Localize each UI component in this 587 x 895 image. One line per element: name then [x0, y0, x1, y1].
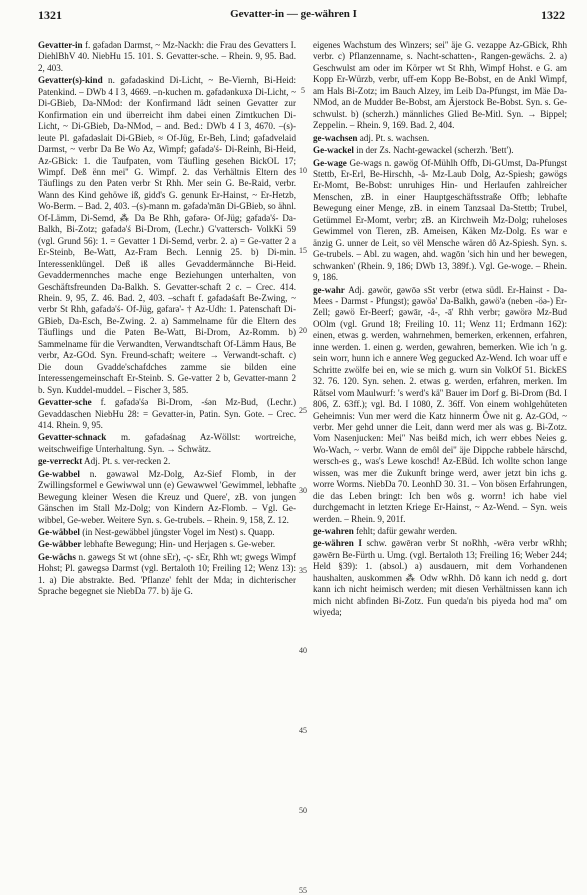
line-number: 5 [301, 86, 305, 95]
page-number-right: 1322 [541, 8, 565, 22]
line-number: 40 [299, 646, 307, 655]
line-number: 50 [299, 806, 307, 815]
line-number: 10 [299, 166, 307, 175]
entry: Gevatter-sche f. gəfadə'śə Bi-Drom, -śən Mz-Bud, (Lechr.) Gevaddaschen NiebHu 28: = Gevatter-in, Patin. Syn. Gote. – Crec. 414. Rhein. 9, 95. [38, 397, 296, 430]
line-number: 45 [299, 726, 307, 735]
entry: eigenes Wachstum des Winzers; sei'' äje G. vezappe Az-GBick, Rhh verbr. c) Pflanzenname, s. Nacht-schatten-, Rangen-gewächs. 2. a) Geschwulst am oder im Körper wt St Rhh, Wimpf Hohst. e G. am Kopp Er-Würzb, verbr, uff-em Kopp Be-Bobst, en de Ankl Wimpf, am Hals Bi-Zotz; im Bauch Alzey, im Leib Da-Pfungst, im Mäe Da-NMod, an de Mudder Be-Bobst, am Äjerstock Be-Bobst. Syn. s. Ge-schwulst. b) (scherzh.) männliches Glied Be-Mitl. Syn. → Bippel; Zeppelin. – Rhein. 9, 169. Bad. 2, 404. [313, 40, 567, 131]
entry: ge-wachsen adj. Pt. s. wachsen. [313, 132, 430, 143]
right-column [313, 40, 567, 619]
entry: Ge-wage Ge-wags n. gəwög Of-Mühlh Offb, Di-GUmst, Da-Pfungst Stettb, Er-Erl, Be-Hirschh, -å- Mz-Laub Dolg, Az-Spiesh; gəwögs Er-Momt, Be-Bobst: unruhiges Hin- und Herlaufen zahlreicher Menschen, zB. in einer Hauptgeschäftsstraße Offb; lebhafte Bewegung einer Menge, zB. in einem Tanzsaal Da-Stettb; Trubel, Getümmel Er-Momt, verbr; zB. an Kirchweih Mz-Dolg; ruheloses Gewimmel von Tieren, zB. Ameisen, Käken Mz-Dolg. Es war e änzig G. unner de Leit, so vël Mensche wären dô Az-Spiesh. Syn. s. Ge-trubels. – Abl. zu wagen, ahd. wagōn 'sich hin und her bewegen, schwanken' (Rhein. 9, 186; DWb 13, 389f.). Vgl. Ge-woge. – Rhein. 9, 186. [313, 157, 567, 283]
left-column [38, 40, 296, 598]
line-number: 55 [299, 886, 307, 895]
entry: Ge-wächs n. gəwegs St wt (ohne sEr), -ç- sEr, Rhh wt; gwegs Wimpf Hohst; Pl. gəwegsə Darmst (vgl. Bertaloth 10; Freiling 12; Wenz 13): 1. a) Die abstrakte. Bed. 'Pflanze' fehlt der Mda; in dichterischer Sprache begegnet sie NiebDa 77. b) äje G. [38, 551, 296, 597]
entry: Ge-wackel in der Zs. Nacht-gewackel (scherzh. 'Bett'). [313, 145, 514, 156]
entry: Ge-wäbber lebhafte Bewegung; Hin- und Herjagen s. Ge-weber. [38, 539, 276, 550]
line-number: 30 [299, 486, 307, 495]
entry: Gevatter-schnack m. gəfadəśnag Az-Wöllst: wortreiche, weitschweifige Unterhaltung. Syn. → Schwätz. [38, 432, 297, 454]
entry: ge-wahr Adj. gəwör, gəwōə sSt verbr (etwa südl. Er-Hainst - Da-Mees - Darmst - Pfungst); gəwöə' Da-Balkh, gəwö'ə (neben -öə-) Er-Zell; gəwö Er-Beerf; gəwār, -å-, -ā' Rhh verbr; gəwörə Mz-Bud OOlm (vgl. Grund 18; Freiling 10. 11; Wenz 11; Erdmann 162): einen, etwas g. werden, wahrnehmen, bemerken, erkennen, erfahren, inne werden. 1. einen g. werden, gewahren, bemerken. Wie ich 'n g. sein worr, hunn ich e annere Weg gegucked Az-Wend. Ich woar uff e Schritte zwölfe bei en, wie se mich g. wurn sin VolkOf 51. BickES 32. 76. 120. Syn. sehen. 2. etwas g. werden, erfahren, merken. Im Rätsel vom Maulwurf: 's werd's kä'' Bauer im Dorf g. Bi-Drom (Bd. I 806, Z. 63ff.); vgl. Bd. I 1080, Z. 36ff. Von einem wohlgehüteten Geheimnis: Vun mer werd die Katz hinnerm Ôwe nit g. Az-GOd, ~ verbr. Mer gehd unner die Leit, dann werd mer als was g. Bi-Zotz. Vom Nasenjucken: Mei'' Nas beißd mich, ich werr ebbes Neies g. Wo-Wach, ~ verbr. Wann de emôl dei'' äje Dippche rabbele härschd, wersch-es g., was's Lewe koschd! Az-EBüd. Ich wollte schon lange wissen, was mer die Zukunft bringe werd, awer jetzt bin ichs g. worre Worms. NiebDa 70. LeonhD 30. 31. – Von bösen Erfahrungen, die das Leben bringt: Ich ben wôs g. worrn! ich habe viel durchgemacht in letzten Kriege Er-Hainst, ~ Az-Wend. – Syn. weis werden. – Rhein. 9, 201f. [313, 284, 567, 524]
entry: ge-wahren fehlt; dafür gewahr werden. [313, 526, 458, 537]
line-number: 20 [299, 326, 307, 335]
running-head: Gevatter-in — ge-währen I [230, 8, 357, 20]
entry: Gevatter-in f. gəfadən Darmst, ~ Mz-Nackh: die Frau des Gevatters I. DiehlBhV 40. NiebHu 15. 101. S. Gevatter-sche. – Rhein. 9, 95. Bad. 2, 403. [38, 40, 296, 73]
page-number-left: 1321 [38, 8, 62, 22]
entry: ge-verreckt Adj. Pt. s. ver-recken 2. [38, 456, 171, 467]
entry: Gevatter(s)-kind n. gəfadəskind Di-Licht, ~ Be-Viernh, Bi-Heid: Patenkind. – DWb 4 I 3, 4669. –n-kuchen m. gəfadənkuxə Di-Licht, ~ Di-GBieb, Da-NMod: der Konfirmand lädt seinen Gevatter zur Konfirmation ein und überreicht ihm dabei einen Zimtkuchen Di-Licht, ~ Di-GBieb, Da-NMod, – and. Bed.: DWb 4 I 3, 4670. –(s)-leute Pl. gəfadəslait Di-GBieb, ≈ Of-Jüg, Er-Beh, Lind; gəfadvelaid Darmst, ~ verbr Da Be Wo Az, Wimpf; gəfadə'ś- Di-Reinh, Bi-Heid, Az-GBick: 1. die Taufpaten, vom Täufling gesehen BickOL 17; Wimpf. Deß ënn mei'' G. Wimpf. 2. das Verhältnis Eltern des Täuflings zu den Paten verbr St Rhh. Mer sein G. Be-Raid, verbr. Wann des Kind gehöwe iß, gidd's G. genunk Er-Hainst, ~ Er-Hetzb, Wo-Berm. – Bad. 2, 403. –(s)-mann m. gəfadə'mān Di-GBieb, so ähnl. Of-Lämm, Di-Semd, ⁂ Da Be Rhh, gəfərə- Of-Jüg; gəfadə'ś- Da-Balkh, Bi-Zotz; gəfadə'ś Bi-Drom, (Lechr.) G'vattersch- VolkKi 59 (vgl. Grund 56): 1. = Gevatter 1 Di-Semd, verbr. 2. a) = Ge-vatter 2 a Er-Steinb, Be-Watt, Az-Fram Bech. Lennig 25. b) Di-min. Interessenklüngel. Deß iß alles Gevaddermännche Bi-Heid. Gevaddermennches mache enge Beziehungen unterhalten, von Geschäftsfreunden Da-Balkh. S. Gevatter-schaft 2 c. – Crec. 414. Rhein. 9, 95, Z. 46. Bad. 2, 403. –schaft f. gəfadəśaft Be-Zwing, ~ verbr St Rhh, gəfadə'ś- Of-Jüg, gəfarə'- † Az-Udh: 1. Patenschaft Di-GBieb, Da-Esch, Be-Zwing. 2. a) Sammelname für die Eltern des Täuflings und die Paten Be-Watt, Bi-Drom, Az-Romm. b) Sammelname für die Verwandten, Verwandtschaft Of-Lämm Haus, Be verbr, Az-GOd. Syn. Freund-schaft; weitere → Verwandt-schaft. c) Die doun Gvadde'schafdches zamme sie bilden eine Interessengemeinschaft Er-Steinb. S. Ge-vatter 2 b, Gevatter-mann 2 b. Syn. Kuddel-muddel. – Fischer 3, 585. [38, 75, 296, 395]
line-number: 35 [299, 566, 307, 575]
entry: Ge-wäbbel (in Nest-gewäbbel jüngster Vogel im Nest) s. Quapp. [38, 527, 275, 538]
line-number: 15 [299, 246, 307, 255]
entry: Ge-wabbel n. gəwawəl Mz-Dolg, Az-Sief Flomb, in der Zwillingsformel e Gewiwwəl unn (e) Gewawwel 'Gewimmel, lebhafte Bewegung kleiner Wesen die Kreuz und Quere', zB. von jungen Gänschen im Stall Mz-Dolg; von Kindern Az-Flomb. – Vgl. Ge-wibbel, Ge-weber. Weitere Syn. s. Ge-trubels. – Rhein. 9, 158, Z. 12. [38, 468, 296, 525]
entry: ge-währen I schw. gəwērən verbr St noRhh, -wērə verbr wRhh; gəwērn Be-Fürth u. Umg. (vgl. Bertaloth 13; Freiling 16; Weber 244; Held §39): 1. (absol.) a) ausdauern, mit dem Vorhandenen haushalten, auskommen ⁂ Odw wRhh. Dô kann ich nedd g. dort kann ich nicht heimisch werden; mit diesen Verhältnissen kann ich mich nicht abfinden Bi-Zotz. Fun queda'n bis piyeda hod ma'' om wiyeda; [313, 538, 567, 618]
line-number: 25 [299, 406, 307, 415]
